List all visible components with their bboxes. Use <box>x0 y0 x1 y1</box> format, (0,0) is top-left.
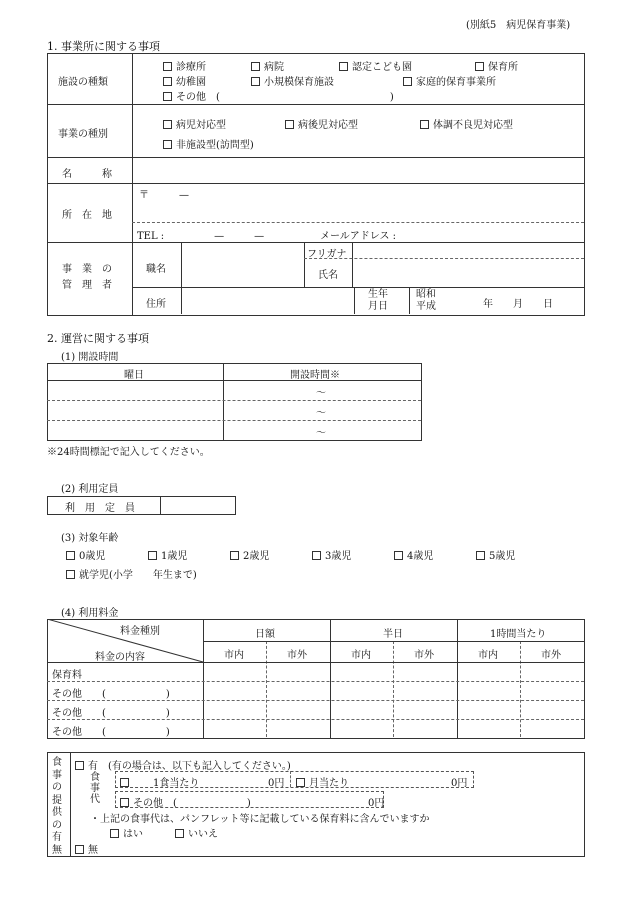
facility-option-certified-center[interactable]: 認定こども園 <box>339 58 412 73</box>
furigana-label: フリガナ <box>307 249 347 260</box>
section2-title: 2. 運営に関する事項 <box>47 332 149 345</box>
era-label: 昭和 平成 <box>416 289 436 312</box>
hours-row-1[interactable]: ～ <box>316 388 326 399</box>
facility-option-hospital[interactable]: 病院 <box>251 58 284 73</box>
person-name-label: 氏名 <box>318 270 338 281</box>
fees-group-daily: 日額 <box>255 629 275 640</box>
fees-diag-bottom: 料金の内容 <box>95 652 145 663</box>
facility-option-nursery[interactable]: 保育所 <box>475 58 518 73</box>
meal-other-yen[interactable]: 0円 <box>368 798 385 809</box>
business-type-label: 事業の種別 <box>58 129 108 140</box>
facility-type-label: 施設の種類 <box>58 77 108 88</box>
type-option-post-sick[interactable]: 病後児対応型 <box>285 116 358 131</box>
birth-date-field[interactable]: 年 月 日 <box>483 299 553 310</box>
fees-diag-top: 料金種別 <box>120 626 160 637</box>
capacity-title: (2) 利用定員 <box>61 484 119 495</box>
capacity-field[interactable] <box>162 497 232 512</box>
age-option-0[interactable]: 0歳児 <box>66 547 105 562</box>
meal-answer-yes[interactable]: はい <box>110 825 143 840</box>
name-field[interactable] <box>135 160 580 180</box>
meal-fee-label: 食事代 <box>90 772 100 805</box>
email-field[interactable]: メールアドレス : <box>320 231 397 242</box>
facility-option-home-based[interactable]: 家庭的保育事業所 <box>403 73 496 88</box>
name-label: 名 称 <box>62 169 112 180</box>
manager-label: 事 業 の 管 理 者 <box>62 264 112 291</box>
hours-row-2[interactable]: ～ <box>316 408 326 419</box>
meal-answer-no[interactable]: いいえ <box>175 825 218 840</box>
age-option-2[interactable]: 2歳児 <box>230 547 269 562</box>
fees-hourly-in: 市内 <box>478 650 498 661</box>
hours-col-day: 曜日 <box>124 370 144 381</box>
fees-row-childcare: 保育料 <box>52 670 82 681</box>
type-option-visiting[interactable]: 非施設型(訪問型) <box>163 136 254 151</box>
fees-group-hourly: 1時間当たり <box>490 629 547 640</box>
fees-half-in: 市内 <box>351 650 371 661</box>
meal-per-meal-yen[interactable]: 0円 <box>268 778 285 789</box>
meal-per-month-yen[interactable]: 0円 <box>451 778 468 789</box>
fees-row-other-1[interactable]: その他 ( ) <box>52 689 170 700</box>
hours-title: (1) 開設時間 <box>61 352 119 363</box>
type-option-sick[interactable]: 病児対応型 <box>163 116 226 131</box>
age-option-1[interactable]: 1歳児 <box>148 547 187 562</box>
birth-date-label: 生年 月日 <box>368 289 388 312</box>
facility-option-other[interactable]: その他 ( ) <box>163 88 394 103</box>
meal-included-question: ・上記の食事代は、パンフレット等に記載している保育料に含んでいますか <box>90 814 430 825</box>
age-option-school[interactable]: 就学児(小学 年生まで) <box>66 566 197 581</box>
fees-title: (4) 利用料金 <box>61 608 119 619</box>
postal-code-field[interactable]: 〒 — <box>139 190 189 201</box>
ages-title: (3) 対象年齢 <box>61 533 119 544</box>
meal-per-meal-option[interactable]: 1食当たり <box>120 774 199 789</box>
form-annex-note: (別紙5 病児保育事業) <box>466 20 571 31</box>
hours-table <box>47 363 422 441</box>
capacity-label: 利 用 定 員 <box>65 503 135 514</box>
meal-yes-option[interactable]: 有 (有の場合は、以下も記入してください。) <box>75 757 291 772</box>
section1-title: 1. 事業所に関する事項 <box>47 40 160 53</box>
hours-note: ※24時間標記で記入してください。 <box>47 447 210 458</box>
meal-side-label: 食事の提供の有無 <box>52 757 62 856</box>
hours-col-hours: 開設時間※ <box>290 370 340 381</box>
facility-option-clinic[interactable]: 診療所 <box>163 58 206 73</box>
age-option-5[interactable]: 5歳児 <box>476 547 515 562</box>
age-option-4[interactable]: 4歳児 <box>394 547 433 562</box>
fees-hourly-out: 市外 <box>541 650 561 661</box>
meal-no-option[interactable]: 無 <box>75 841 98 856</box>
fees-row-other-2[interactable]: その他 ( ) <box>52 708 170 719</box>
fees-half-out: 市外 <box>414 650 434 661</box>
hours-row-3[interactable]: ～ <box>316 428 326 439</box>
type-option-unwell[interactable]: 体調不良児対応型 <box>420 116 513 131</box>
tel-field[interactable]: TEL : — — <box>137 231 265 242</box>
residence-label: 住所 <box>146 299 166 310</box>
fees-daily-out: 市外 <box>287 650 307 661</box>
meal-per-month-option[interactable]: 月当たり <box>296 774 349 789</box>
meal-other-option[interactable]: その他 ( ) <box>120 794 251 809</box>
age-option-3[interactable]: 3歳児 <box>312 547 351 562</box>
fees-row-other-3[interactable]: その他 ( ) <box>52 727 170 738</box>
fees-daily-in: 市内 <box>224 650 244 661</box>
facility-option-small-scale[interactable]: 小規模保育施設 <box>251 73 334 88</box>
fees-group-half-day: 半日 <box>383 629 403 640</box>
job-title-label: 職名 <box>146 264 166 275</box>
facility-option-kindergarten[interactable]: 幼稚園 <box>163 73 206 88</box>
address-label: 所 在 地 <box>62 210 112 221</box>
